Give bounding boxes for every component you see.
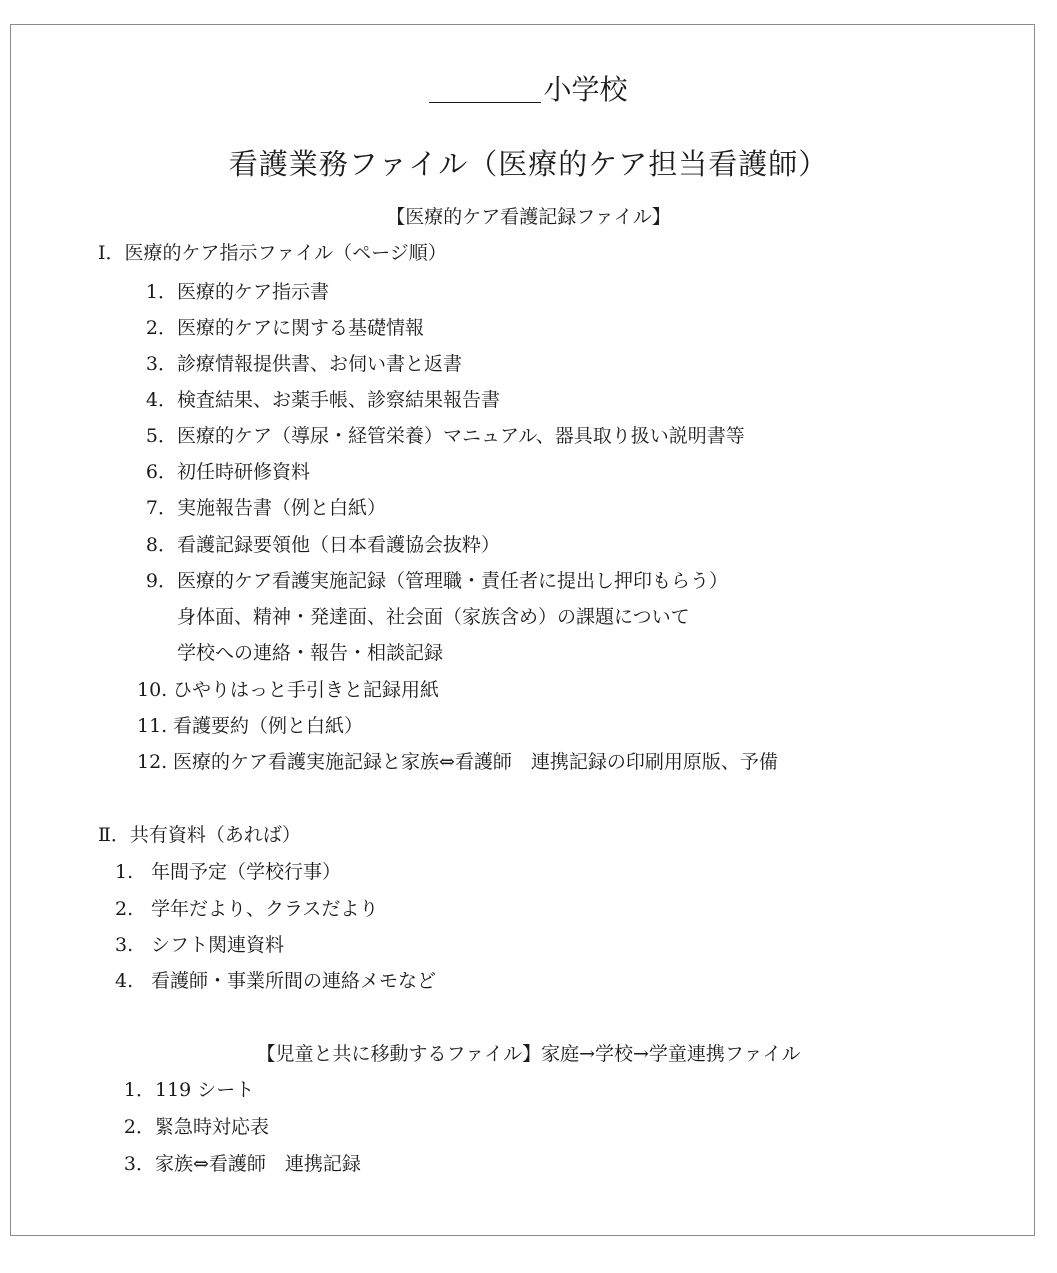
document-title: 看護業務ファイル（医療的ケア担当看護師） (228, 147, 829, 181)
section1-item: 8．看護記録要領他（日本看護協会抜粋） (145, 534, 501, 556)
section1-item: 3．診療情報提供書、お伺い書と返書 (145, 353, 463, 375)
section3-title: 【児童と共に移動するファイル】家庭→学校→学童連携ファイル (256, 1043, 801, 1065)
section1-title: Ⅰ．医療的ケア指示ファイル（ページ順） (98, 242, 447, 264)
school-name-blank (429, 72, 541, 103)
section3-item: 1．119 シート (123, 1079, 255, 1101)
section2-item: 2. 学年だより、クラスだより (115, 898, 379, 920)
school-suffix: 小学校 (543, 73, 628, 106)
section2-title: Ⅱ．共有資料（あれば） (98, 824, 301, 846)
section2-item: 1. 年間予定（学校行事） (115, 861, 342, 883)
section1-item: 1．医療的ケア指示書 (145, 281, 330, 303)
section1-item-continuation: 身体面、精神・発達面、社会面（家族含め）の課題について (177, 606, 690, 628)
section1-item: 2．医療的ケアに関する基礎情報 (145, 317, 425, 339)
section1-item: 10. ひやりはっと手引きと記録用紙 (137, 679, 440, 701)
document-subtitle: 【医療的ケア看護記録ファイル】 (386, 206, 671, 228)
section1-item: 12. 医療的ケア看護実施記録と家族⇔看護師 連携記録の印刷用原版、予備 (137, 751, 778, 773)
section1-item: 7．実施報告書（例と白紙） (145, 497, 387, 519)
section1-item: 11. 看護要約（例と白紙） (137, 715, 364, 737)
section2-item: 4. 看護師・事業所間の連絡メモなど (115, 970, 437, 992)
section3-item: 3．家族⇔看護師 連携記録 (123, 1153, 361, 1175)
section1-item: 4．検査結果、お薬手帳、診察結果報告書 (145, 389, 501, 411)
section1-item-continuation: 学校への連絡・報告・相談記録 (177, 642, 444, 664)
section2-item: 3. シフト関連資料 (115, 934, 285, 956)
school-name-line (0, 68, 1057, 108)
section1-item: 5．医療的ケア（導尿・経管栄養）マニュアル、器具取り扱い説明書等 (145, 425, 745, 447)
section1-item: 6．初任時研修資料 (145, 461, 311, 483)
section1-item: 9．医療的ケア看護実施記録（管理職・責任者に提出し押印もらう） (145, 570, 729, 592)
section3-item: 2．緊急時対応表 (123, 1116, 270, 1138)
